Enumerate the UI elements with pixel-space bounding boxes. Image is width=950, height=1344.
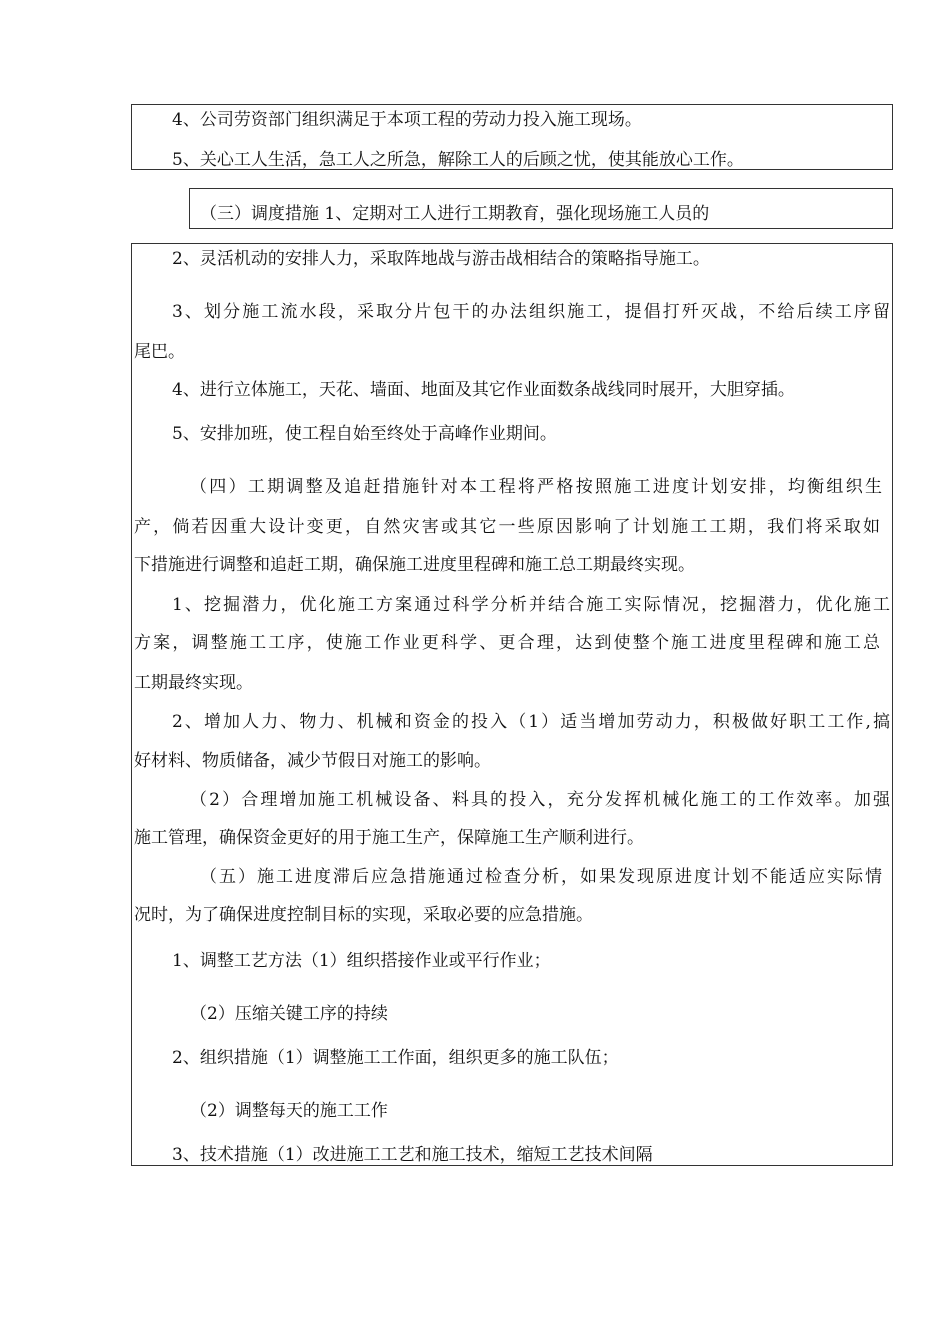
text-line: （2）压缩关键工序的持续 xyxy=(190,1004,388,1024)
text-line: 况时，为了确保进度控制目标的实现，采取必要的应急措施。 xyxy=(134,905,593,925)
text-line: （2）合理增加施工机械设备、料具的投入，充分发挥机械化施工的工作效率。加强 xyxy=(190,790,890,810)
text-line: 3、划分施工流水段，采取分片包干的办法组织施工，提倡打歼灭战，不给后续工序留 xyxy=(172,302,890,322)
text-line: 2、增加人力、物力、机械和资金的投入（1）适当增加劳动力，积极做好职工工作,搞 xyxy=(172,712,890,732)
text-line: 方案，调整施工工序，使施工作业更科学、更合理，达到使整个施工进度里程碑和施工总 xyxy=(134,633,880,653)
text-line: （2）调整每天的施工工作 xyxy=(190,1101,388,1121)
text-line: 2、组织措施（1）调整施工工作面，组织更多的施工队伍； xyxy=(172,1048,619,1068)
text-line: 1、挖掘潜力，优化施工方案通过科学分析并结合施工实际情况，挖掘潜力，优化施工 xyxy=(172,595,890,615)
text-line: 好材料、物质储备，减少节假日对施工的影响。 xyxy=(134,751,491,771)
text-line: 1、调整工艺方法（1）组织搭接作业或平行作业； xyxy=(172,951,551,971)
text-line: 施工管理，确保资金更好的用于施工生产，保障施工生产顺利进行。 xyxy=(134,828,644,848)
text-line: 工期最终实现。 xyxy=(134,673,253,693)
text-line: （三）调度措施 1、定期对工人进行工期教育，强化现场施工人员的 xyxy=(200,204,710,224)
text-line: 2、灵活机动的安排人力，采取阵地战与游击战相结合的策略指导施工。 xyxy=(172,249,710,269)
text-line: 尾巴。 xyxy=(134,342,185,362)
text-line: 下措施进行调整和追赶工期，确保施工进度里程碑和施工总工期最终实现。 xyxy=(134,555,695,575)
text-line: （五）施工进度滞后应急措施通过检查分析，如果发现原进度计划不能适应实际情 xyxy=(200,867,882,887)
text-line: 产，倘若因重大设计变更，自然灾害或其它一些原因影响了计划施工工期，我们将采取如 xyxy=(134,517,880,537)
table-box-3 xyxy=(131,243,893,1166)
text-line: 5、安排加班，使工程自始至终处于高峰作业期间。 xyxy=(172,424,557,444)
text-line: 5、关心工人生活，急工人之所急，解除工人的后顾之忧，使其能放心工作。 xyxy=(172,150,744,170)
text-line: （四）工期调整及追赶措施针对本工程将严格按照施工进度计划安排，均衡组织生 xyxy=(190,477,882,497)
table-box-1 xyxy=(131,104,893,170)
text-line: 4、公司劳资部门组织满足于本项工程的劳动力投入施工现场。 xyxy=(172,110,642,130)
table-box-2 xyxy=(189,188,893,229)
text-line: 4、进行立体施工，天花、墙面、地面及其它作业面数条战线同时展开，大胆穿插。 xyxy=(172,380,795,400)
text-line: 3、技术措施（1）改进施工工艺和施工技术，缩短工艺技术间隔 xyxy=(172,1145,653,1165)
